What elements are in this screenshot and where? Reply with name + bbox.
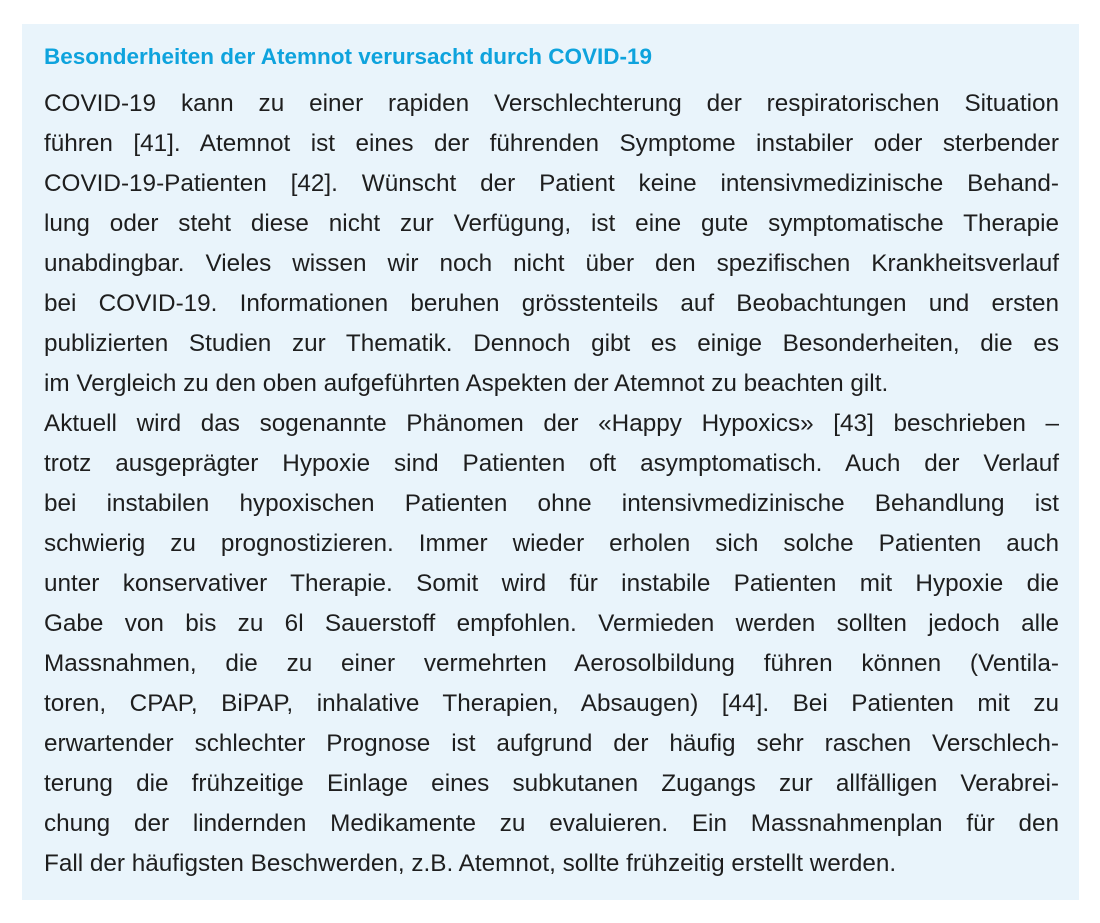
text-line: chung der lindernden Medikamente zu evaluieren. Ein Massnahmenplan für den — [44, 810, 1059, 837]
text-line: COVID-19-Patienten [42]. Wünscht der Patient keine intensivmedizinische Behand- — [44, 170, 1059, 197]
text-line: lung oder steht diese nicht zur Verfügung, ist eine gute symptomatische Therapie — [44, 210, 1059, 237]
text-line: im Vergleich zu den oben aufgeführten Aspekten der Atemnot zu beachten gilt. — [44, 370, 889, 397]
text-line: bei COVID-19. Informationen beruhen grösstenteils auf Beobachtungen und ersten — [44, 290, 1059, 317]
box-body-text — [44, 84, 1059, 884]
text-line: COVID-19 kann zu einer rapiden Verschlechterung der respiratorischen Situation — [44, 90, 1059, 117]
box-title: Besonderheiten der Atemnot verursacht durch COVID-19 — [44, 44, 653, 69]
text-line: publizierten Studien zur Thematik. Dennoch gibt es einige Besonderheiten, die es — [44, 330, 1059, 357]
text-line: Massnahmen, die zu einer vermehrten Aerosolbildung führen können (Ventila- — [44, 650, 1059, 677]
text-line: bei instabilen hypoxischen Patienten ohne intensivmedizinische Behandlung ist — [44, 490, 1059, 517]
text-line: unter konservativer Therapie. Somit wird für instabile Patienten mit Hypoxie die — [44, 570, 1059, 597]
text-line: Aktuell wird das sogenannte Phänomen der «Happy Hypoxics» [43] beschrieben – — [44, 410, 1059, 437]
text-line: führen [41]. Atemnot ist eines der führenden Symptome instabiler oder sterbender — [44, 130, 1059, 157]
text-line: Fall der häufigsten Beschwerden, z.B. Atemnot, sollte frühzeitig erstellt werden. — [44, 850, 897, 877]
text-line: erwartender schlechter Prognose ist aufgrund der häufig sehr raschen Verschlech- — [44, 730, 1059, 757]
text-line: trotz ausgeprägter Hypoxie sind Patienten oft asymptomatisch. Auch der Verlauf — [44, 450, 1059, 477]
text-line: schwierig zu prognostizieren. Immer wieder erholen sich solche Patienten auch — [44, 530, 1059, 557]
text-line: terung die frühzeitige Einlage eines subkutanen Zugangs zur allfälligen Verabrei- — [44, 770, 1059, 797]
text-line: toren, CPAP, BiPAP, inhalative Therapien, Absaugen) [44]. Bei Patienten mit zu — [44, 690, 1059, 717]
info-box — [22, 24, 1079, 900]
text-line: unabdingbar. Vieles wissen wir noch nicht über den spezifischen Krankheitsverlauf — [44, 250, 1059, 277]
text-line: Gabe von bis zu 6l Sauerstoff empfohlen. Vermieden werden sollten jedoch alle — [44, 610, 1059, 637]
